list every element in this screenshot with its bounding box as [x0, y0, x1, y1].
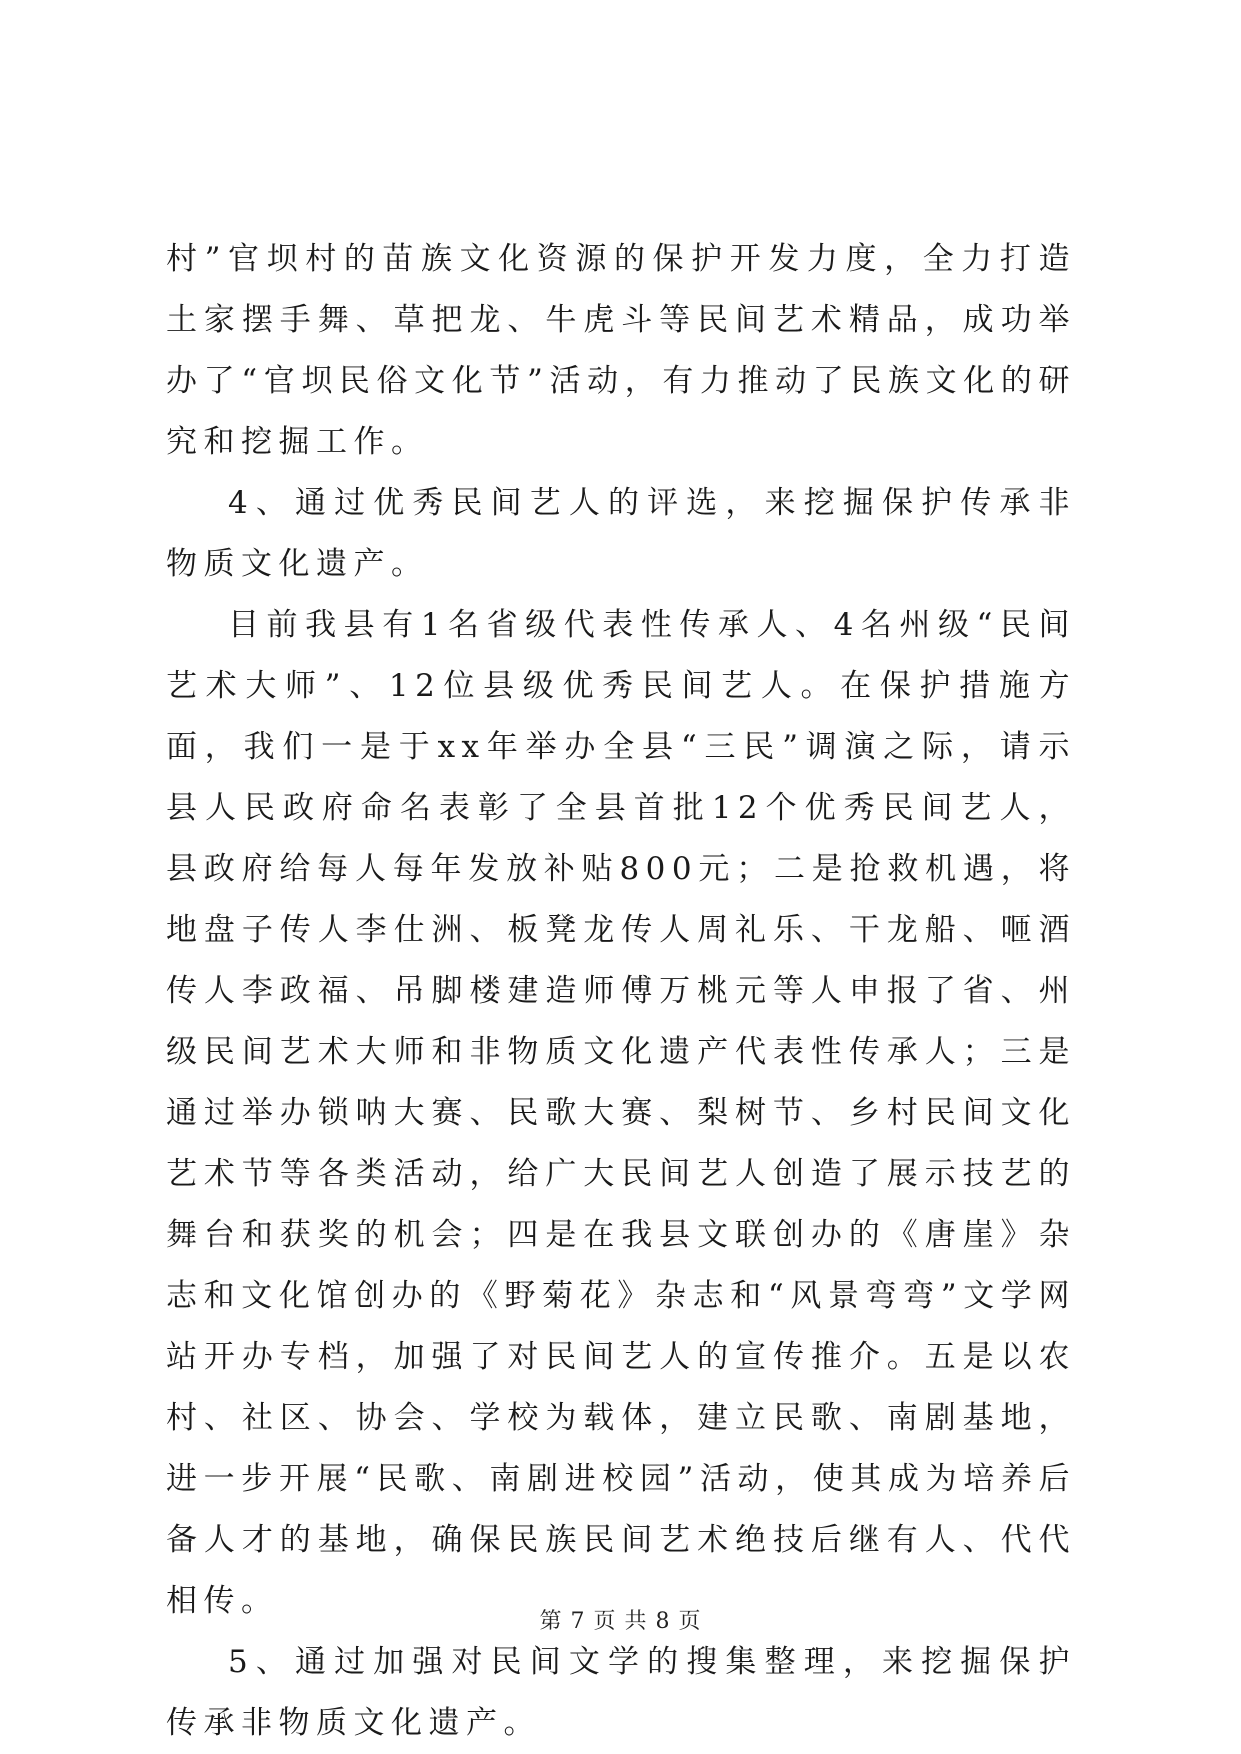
paragraph-1: 村”官坝村的苗族文化资源的保护开发力度，全力打造土家摆手舞、草把龙、牛虎斗等民间艺术精品，成功举办了“官坝民俗文化节”活动，有力推动了民族文化的研究和挖掘工作。: [166, 241, 1076, 460]
paragraph-3: 目前我县有1名省级代表性传承人、4名州级“民间艺术大师”、12位县级优秀民间艺人。在保护措施方面，我们一是于xx年举办全县“三民”调演之际，请示县人民政府命名表彰了全县首批12个优秀民间艺人，县政府给每人每年发放补贴800元；二是抢救机遇，将地盘子传人李仕洲、板凳龙传人周礼乐、干龙船、咂酒传人李政福、吊脚楼建造师傅万桃元等人申报了省、州级民间艺术大师和非物质文化遗产代表性传承人；三是通过举办锁呐大赛、民歌大赛、梨树节、乡村民间文化艺术节等各类活动，给广大民间艺人创造了展示技艺的舞台和获奖的机会；四是在我县文联创办的《唐崖》杂志和文化馆创办的《野菊花》杂志和“风景弯弯”文学网站开办专档，加强了对民间艺人的宣传推介。五是以农村、社区、协会、学校为载体，建立民歌、南剧基地，进一步开展“民歌、南剧进校园”活动，使其成为培养后备人才的基地，确保民族民间艺术绝技后继有人、代代相传。: [166, 607, 1076, 1619]
paragraph-2: 4、通过优秀民间艺人的评选，来挖掘保护传承非物质文化遗产。: [166, 485, 1076, 582]
paragraph-4: 5、通过加强对民间文学的搜集整理，来挖掘保护传承非物质文化遗产。: [166, 1644, 1076, 1741]
page-number-footer: 第 7 页 共 8 页: [539, 1609, 702, 1634]
document-body: [166, 229, 1076, 1754]
